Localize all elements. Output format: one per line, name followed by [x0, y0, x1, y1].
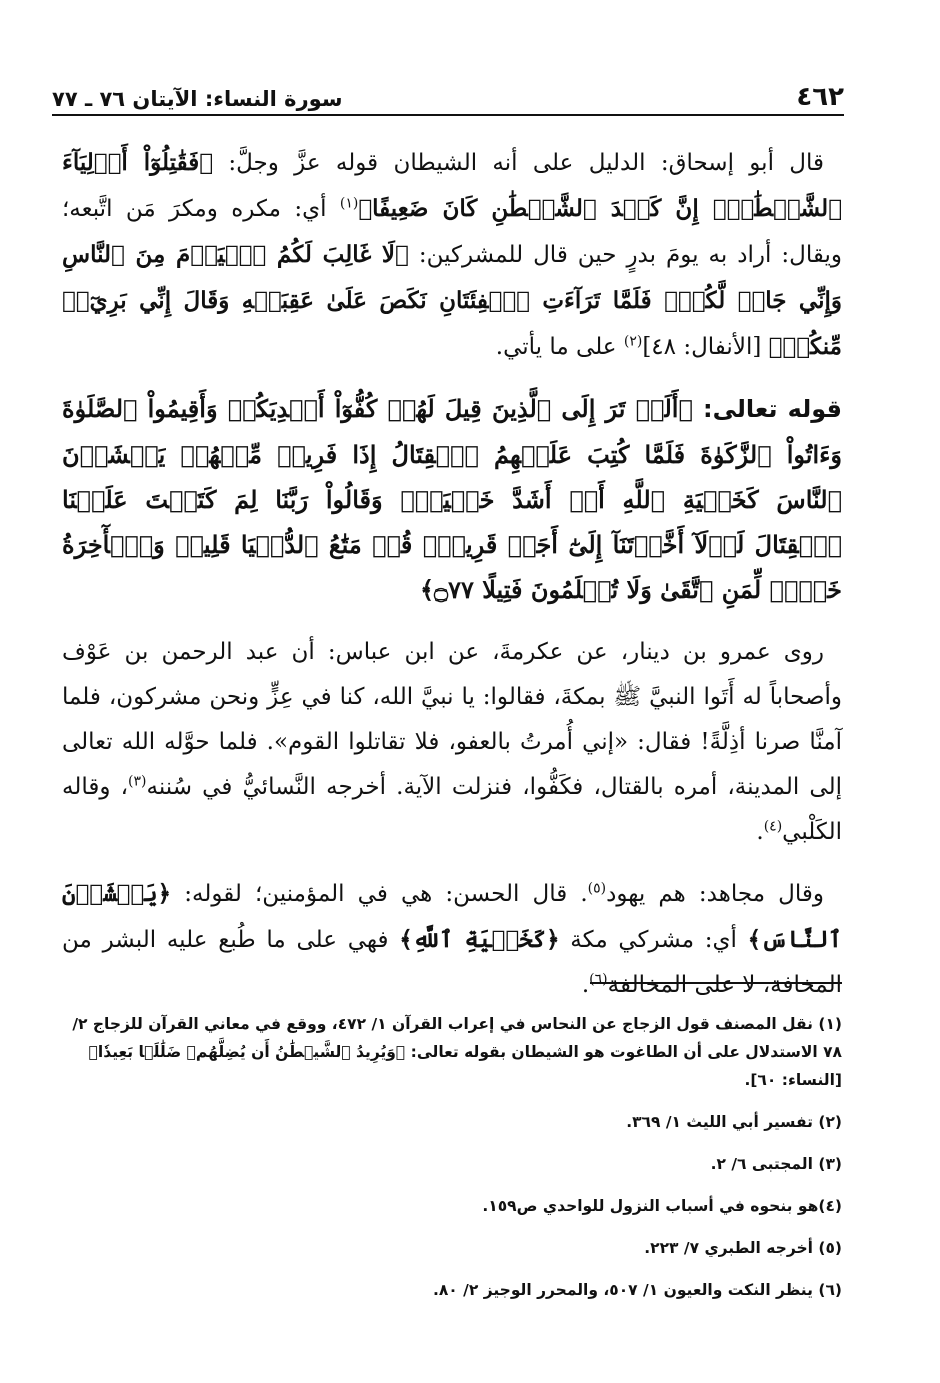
footnote-text: المجتبى ٦/ ٢.: [710, 1155, 819, 1173]
footnote-separator: [590, 982, 842, 984]
footnote-text: هو بنحوه في أسباب النزول للواحدي ص١٥٩.: [482, 1197, 819, 1215]
footnote-marker: (٢): [623, 333, 643, 350]
text: قال أبو إسحاق: الدليل على أنه الشيطان قوله عزَّ وجلَّ:: [213, 150, 824, 176]
quran-quote: ﴿لَا غَالِبَ لَكُمُ ٱلۡيَوۡمَ مِنَ ٱلنَّاسِ وَإِنِّي جَارٞ لَّكُمۡۖ فَلَمَّا تَرَآءَتِ ٱلۡفِئَتَانِ نَكَصَ عَلَىٰ عَقِبَيۡهِ وَقَالَ إِنِّي بَرِيٓءٞ مِّنكُمۡ﴾: [62, 241, 842, 360]
paragraph-1: [62, 140, 842, 370]
footnote-number: (٦): [818, 1281, 842, 1299]
quran-quote: ﴿كَخَشۡيَةِ ٱللَّهِ﴾: [399, 926, 560, 953]
footnote-2: [70, 1108, 842, 1136]
paragraph-3: [62, 630, 842, 855]
text: روى عمرو بن دينار، عن عكرمةَ، عن ابن عباس: أن عبد الرحمن بن عَوْف وأصحاباً له أَتَوا النبيَّ ﷺ بمكةَ، فقالوا: يا نبيَّ الله، كنا في عِزٍّ ونحن مشركون، فلما آمنَّا صرنا أذِلَّةً! فقال: «إني أُمرتُ بالعفو، فلا تقاتلوا القوم». فلما حوَّله الله تعالى إلى المدينة، أمره بالقتال، فكَفُّوا، فنزلت الآية. أخرجه النَّسائيُّ في سُننه: [62, 639, 842, 800]
quran-quote: ﴿يَخۡشَوۡنَ ٱلنَّاسَ﴾: [62, 880, 842, 953]
footnote-marker: (٦): [589, 971, 608, 988]
footnote-1: [70, 1010, 842, 1094]
quran-verse: ﴿أَلَمۡ تَرَ إِلَى ٱلَّذِينَ قِيلَ لَهُمۡ كُفُّوٓاْ أَيۡدِيَكُمۡ وَأَقِيمُواْ ٱلصَّلَوٰةَ وَءَاتُواْ ٱلزَّكَوٰةَ فَلَمَّا كُتِبَ عَلَيۡهِمُ ٱلۡقِتَالُ إِذَا فَرِيقٞ مِّنۡهُمۡ يَخۡشَوۡنَ ٱلنَّاسَ كَخَشۡيَةِ ٱللَّهِ أَوۡ أَشَدَّ خَشۡيَةٗۚ وَقَالُواْ رَبَّنَا لِمَ كَتَبۡتَ عَلَيۡنَا ٱلۡقِتَالَ لَوۡلَآ أَخَّرۡتَنَآ إِلَىٰٓ أَجَلٖ قَرِيبٖۗ قُلۡ مَتَٰعُ ٱلدُّنۡيَا قَلِيلٞ وَٱلۡأٓخِرَةُ خَيۡرٞ لِّمَنِ ٱتَّقَىٰ وَلَا تُظۡلَمُونَ فَتِيلًا ۝٧٧﴾: [62, 394, 842, 604]
text: .: [581, 972, 590, 998]
footnote-number: (٢): [818, 1113, 842, 1131]
header-rule: [52, 114, 844, 116]
main-text: [62, 140, 842, 1024]
footnotes: [70, 1010, 842, 1318]
footnote-6: [70, 1276, 842, 1304]
page-number: ٤٦٢: [796, 82, 844, 112]
text: ، وقاله الكَلْبي: [62, 774, 842, 845]
footnote-marker: (١): [339, 195, 359, 212]
footnote-quran: ﴿وَيُرِيدُ ٱلشَّيۡطَٰنُ أَن يُضِلَّهُمۡ ضَلَٰلَۢا بَعِيدٗا﴾: [88, 1043, 406, 1061]
text: . قال الحسن: هي في المؤمنين؛ لقوله:: [171, 881, 588, 907]
footnote-number: (٤): [818, 1197, 842, 1215]
footnote-text: تفسير أبي الليث ١/ ٣٦٩.: [626, 1113, 819, 1131]
text: أي: مشركي مكة: [559, 927, 748, 953]
footnote-number: (٣): [818, 1155, 842, 1173]
quran-quote: ﴿فَقَٰتِلُوٓاْ أَوۡلِيَآءَ ٱلشَّيۡطَٰنِۖ إِنَّ كَيۡدَ ٱلشَّيۡطَٰنِ كَانَ ضَعِيفًا﴾: [62, 149, 842, 222]
footnote-text: أخرجه الطبري ٧/ ٢٢٣.: [644, 1239, 819, 1257]
footnote-text: ينظر النكت والعيون ١/ ٥٠٧، والمحرر الوجيز ٢/ ٨٠.: [432, 1281, 819, 1299]
footnote-number: (٥): [818, 1239, 842, 1257]
text: .: [756, 819, 764, 845]
verse-paragraph: [62, 386, 842, 612]
text: وقال مجاهد: هم يهود: [606, 881, 824, 907]
footnote-number: (١): [818, 1015, 842, 1033]
footnote-5: [70, 1234, 842, 1262]
footnote-marker: (٣): [128, 773, 147, 790]
footnote-marker: (٥): [587, 880, 607, 897]
footnote-text: نقل المصنف قول الزجاج عن النحاس في إعراب القرآن ١/ ٤٧٢، ووقع في معاني القرآن للزجاج ٢/ ٧٨ الاستدلال على أن الطاغوت هو الشيطان بقوله تعالى:: [72, 1015, 842, 1061]
page-header: [52, 70, 844, 110]
running-title: سورة النساء: الآيتان ٧٦ ـ ٧٧: [52, 87, 343, 111]
text: أي: مكره ومكرَ مَن اتَّبعه؛ ويقال: أراد به يومَ بدرٍ حين قال للمشركين:: [62, 196, 842, 268]
text: فهي على ما طُبع عليه البشر من المخافة، لا على المخالفة: [62, 927, 842, 998]
paragraph-4: [62, 871, 842, 1008]
footnote-ref: [النساء: ٦٠].: [744, 1071, 842, 1089]
footnote-3: [70, 1150, 842, 1178]
verse-reference: [الأنفال: ٤٨]: [642, 334, 769, 360]
text: على ما يأتي.: [495, 334, 624, 360]
footnote-marker: (٤): [763, 818, 783, 835]
verse-lead: قوله تعالى:: [692, 395, 842, 423]
footnote-4: [70, 1192, 842, 1220]
